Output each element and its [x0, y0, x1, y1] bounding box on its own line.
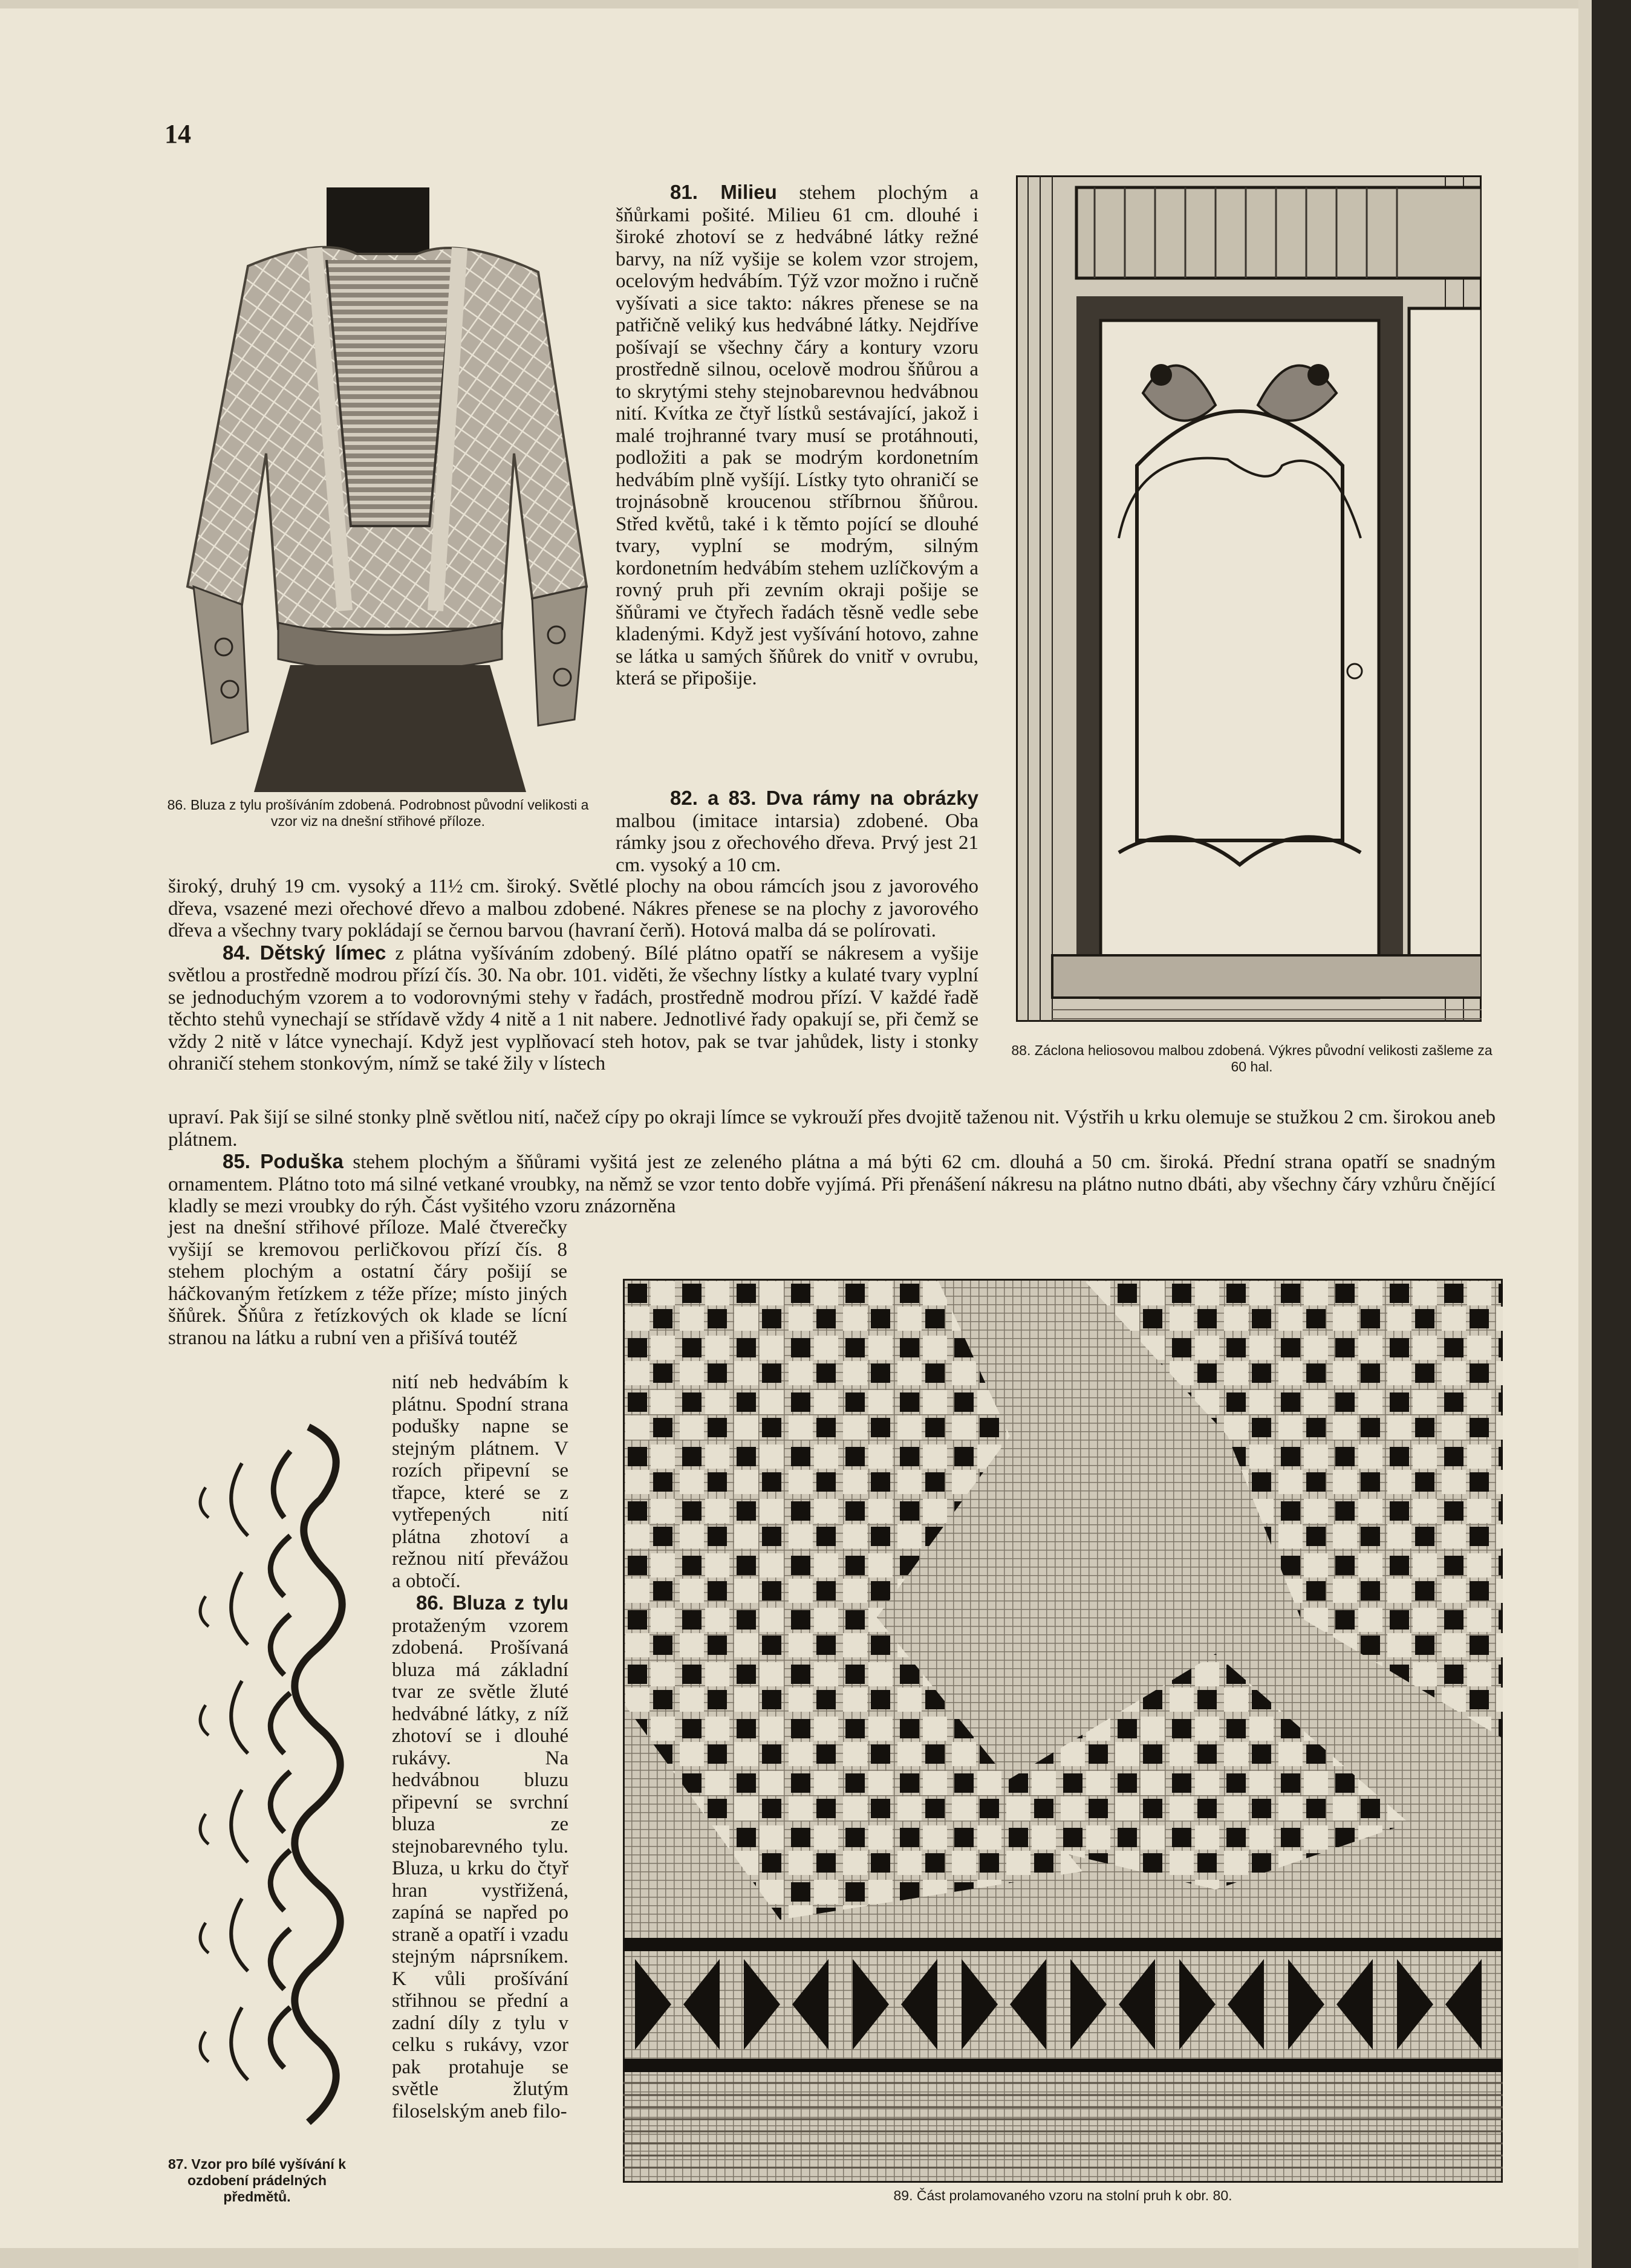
figure-89-caption: 89. Část prolamovaného vzoru na stolní pruh k obr. 80.	[893, 2188, 1232, 2203]
article-85-body-1: stehem plochým a šňůrami vyšitá jest ze zeleného plátna a má býti 62 cm. dlouhá a 50 cm. široká. Přední strana opatří se snadným ornamentem. Plátno toto má silné vetkané vroubky, na němž se vzor tento dobře vyjímá. Při přenášení nákresu na plátno nutno dbáti, aby všechny čáry vzhůru čnějící kladly se mezi vroubky do rýh. Část vyšitého vzoru znázorněna	[168, 1151, 1496, 1217]
article-82-heading: 82. a 83. Dva rámy na obrázky	[670, 787, 978, 809]
page-number: 14	[164, 119, 191, 149]
figure-87-caption: 87. Vzor pro bílé vyšívání k ozdobení prádelných předmětů.	[168, 2156, 346, 2205]
article-82-body-1: malbou (imitace intarsia) zdobené. Oba rámky jsou z ořechového dřeva. Prvý jest 21 cm. vysoký a 10 cm.	[616, 810, 978, 876]
article-81	[616, 181, 978, 690]
curtain-illustration	[1016, 175, 1482, 1022]
article-86-body: protaženým vzorem zdobená. Prošívaná bluza má základní tvar ze světle žluté hedvábné látky, z níž zhotoví se i dlouhé rukávy. Na hedvábnou bluzu připevní se svrchní bluza ze stejnobarevného tylu. Bluza, u krku do čtyř hran vystřižená, zapíná se napřed po straně a opatří i vzadu stejným náprsníkem. K vůli prošívání střihnou se přední a zadní díly z tylu v celku s rukávy, vzor pak protahuje se světle žlutým filoselským aneb filo-	[392, 1614, 568, 2122]
article-85-body-3: nití neb hedvábím k plátnu. Spodní strana podušky napne se stejným plátnem. V rozích připevní se třapce, které se z vytřepených nití plátna zhotoví a režnou nití převážou a obtočí.	[392, 1371, 568, 1592]
figure-86-caption: 86. Bluza z tylu prošíváním zdobená. Podrobnost původní velikosti a vzor viz na dnešní střihové příloze.	[167, 797, 589, 829]
article-85-column	[168, 1217, 567, 1349]
article-85-86-narrow	[392, 1371, 568, 2122]
border-pattern-illustration	[181, 1415, 375, 2134]
figure-88-caption: 88. Záclona heliosovou malbou zdobená. Výkres původní velikosti zašleme za 60 hal.	[1011, 1042, 1493, 1074]
article-81-body: stehem plochým a šňůrkami pošité. Milieu 61 cm. dlouhé i široké zhotoví se z hedvábné látky režné barvy, na níž vyšije se kolem vzor strojem, ocelovým hedvábím. Týž vzor možno i ručně vyšívati a sice takto: nákres přenese se na patřičně veliký kus hedvábné látky. Nejdříve pošívají se všechny čáry a kontury vzoru prostředně silnou, ocelově modrou šňůrou a to skrytými stehy stejnobarevnou hedvábnou nití. Kvítka ze čtyř lístků sestávající, jakož i malé trojhranné tvary musí se protáhnouti, podložiti a pak se modrým kordonetním hedvábím plně vyšíjí. Lístky tyto ohraničí se trojnásobně kroucenou stříbrnou šňůrou. Střed květů, také i k těmto pojící se dlouhé tvary, vyplní se modrým, silným kordonetním hedvábím stehem uzlíčkovým a rovný pruh při zevním okraji pošije se šňůrami ve čtyřech řadách těsně vedle sebe kladenými. Když jest vyšívání hotovo, zahne se látka u samých šňůrek do vnitř v ovrubu, která se připošije.	[616, 182, 979, 689]
article-85-body-2: jest na dnešní střihové příloze. Malé čtverečky vyšijí se kremovou perličkovou přízí čís. 8 stehem plochým a ostatní čáry pošijí se háčkovaným řetízkem z téže příze; místo jiných šňůrek. Šňůra z řetízkových ok klade se lícní stranou na látku a rubní ven a přišívá toutéž	[168, 1217, 567, 1349]
article-82-body-2: široký, druhý 19 cm. vysoký a 11½ cm. široký. Světlé plochy na obou rámcích jsou z javorového dřeva, vsazené mezi ořechové dřevo a malbou zdobené. Nákres přenese se na plochy z javorového dřeva a všechny tvary pokládají se černou barvou (havraní čerň). Hotová malba dá se polírovati.	[168, 876, 978, 941]
article-84-heading: 84. Dětský límec	[223, 941, 386, 964]
article-84-body-1: z plátna vyšíváním zdobený. Bílé plátno opatří se nákresem a vyšije světlou a prostředně modrou přízí čís. 30. Na obr. 101. viděti, že všechny lístky a kulaté tvary vyplní se jednoduchým vzorem a to vodorovnými stehy v řadách, prostředně modrou přízí. V každé řadě těchto stehů vynechají se střídavě vždy 4 nitě a 1 nit nabere. Jednotlivé řady opakují se, při čemž se vždy 2 nitě v látce vynechají. Když jest vyplňovací steh hotov, pak se tvar jahůdek, listy i stonky ohraničí stehem stonkovým, nímž se také žily v lístech	[168, 942, 978, 1074]
figure-86-blouse	[175, 187, 599, 792]
article-85-heading: 85. Poduška	[223, 1150, 343, 1172]
figure-87-border-pattern	[181, 1415, 375, 2134]
article-86-heading: 86. Bluza z tylu	[416, 1591, 568, 1614]
article-81-heading: 81. Milieu	[670, 181, 777, 203]
article-82-84-column	[168, 876, 978, 1075]
drawnwork-illustration	[623, 1279, 1503, 2183]
figure-88-curtain	[1016, 175, 1482, 1022]
page-right-edge	[1578, 0, 1631, 2268]
article-84-body-2: upraví. Pak šijí se silné stonky plně světlou nití, načež cípy po okraji límce se vykrouží přes dvojitě taženou nit. Výstřih u krku olemuje se stužkou 2 cm. širokou aneb plátnem.	[168, 1106, 1496, 1151]
article-82	[616, 787, 978, 876]
page-top-edge	[0, 0, 1578, 8]
figure-89-drawnwork	[623, 1279, 1503, 2183]
page-bottom-edge	[0, 2248, 1578, 2268]
blouse-illustration	[175, 187, 599, 792]
article-84-85-fullwidth	[168, 1106, 1496, 1218]
